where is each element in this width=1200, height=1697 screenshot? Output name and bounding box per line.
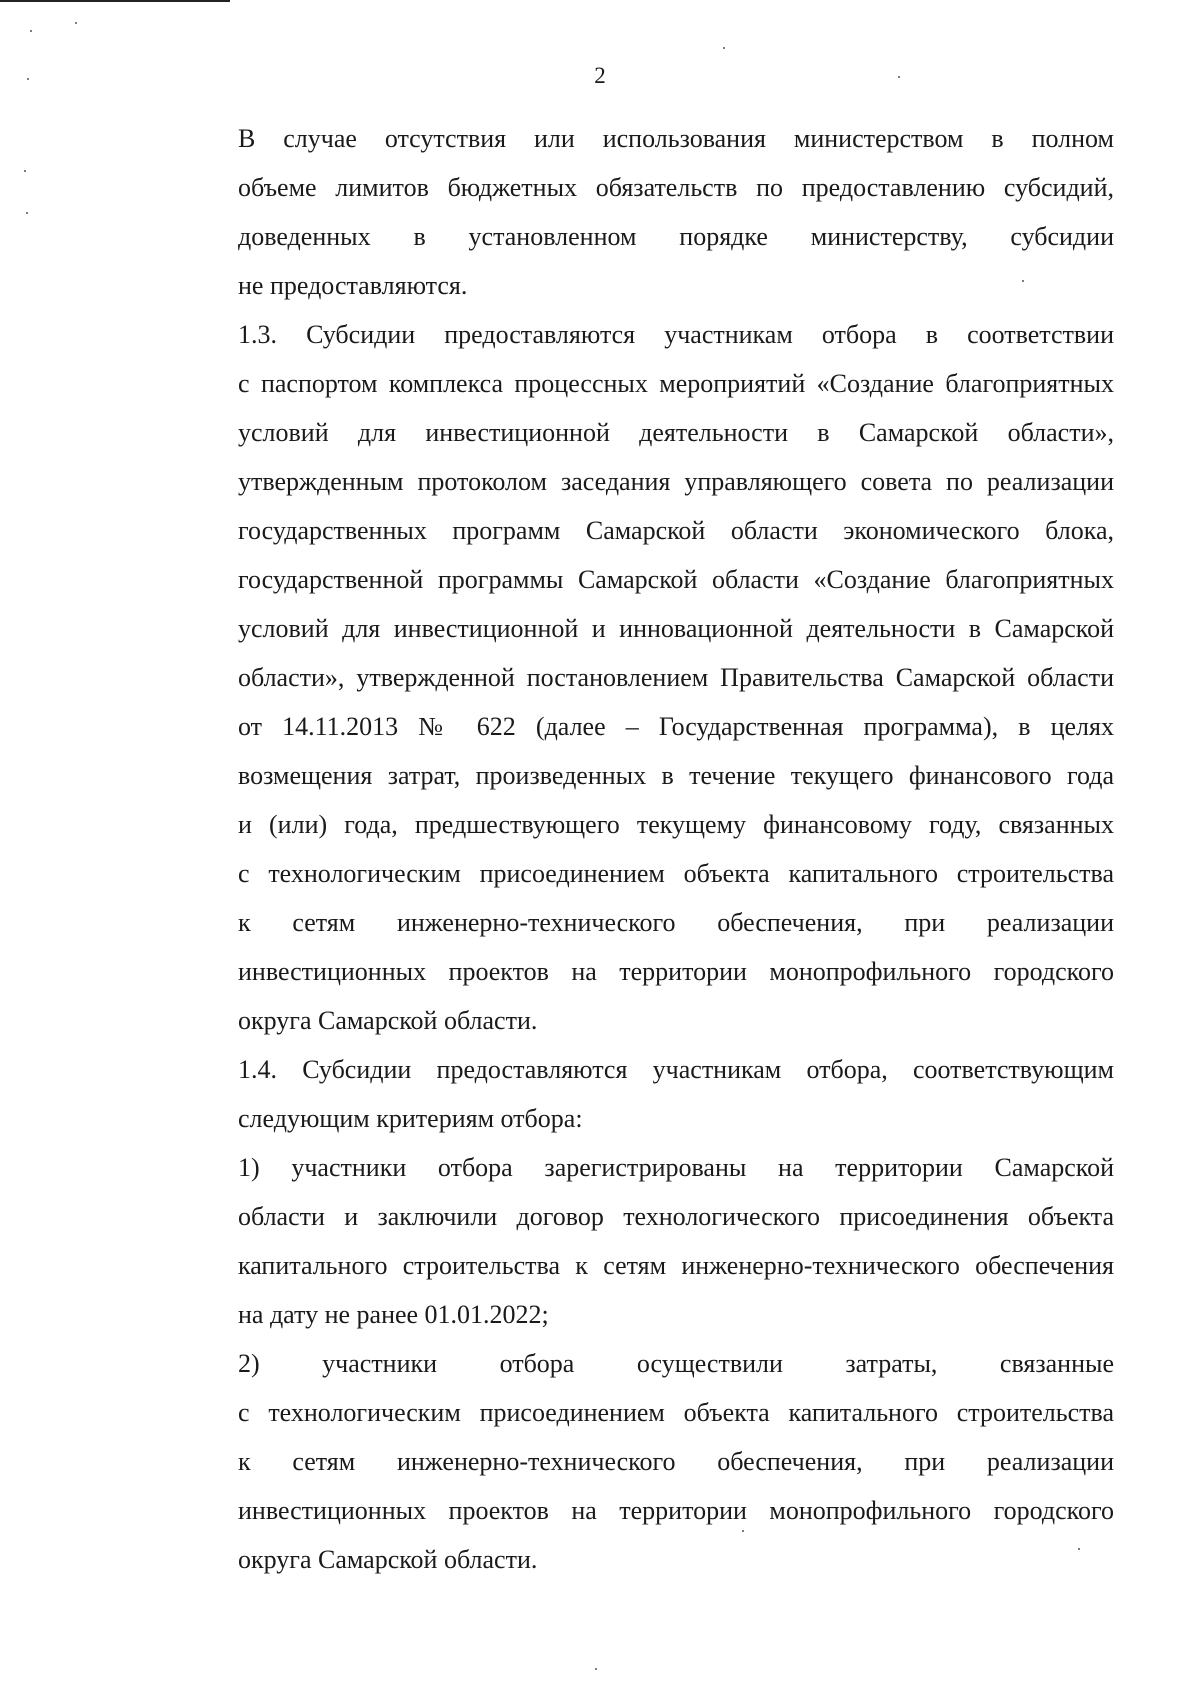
page-number: 2 xyxy=(594,63,606,88)
paragraph-1-3 xyxy=(168,310,1114,1045)
text-line: следующим критериям отбора: xyxy=(238,1104,583,1133)
text-line: 1.3. Субсидии предоставляются участникам отбора в соответствии xyxy=(238,320,1114,349)
scan-speck xyxy=(75,22,77,24)
text-line: к сетям инженерно-технического обеспечения, при реализации xyxy=(238,908,1114,937)
text-line: условий для инвестиционной и инновационной деятельности в Самарской xyxy=(238,614,1114,643)
text-line: от 14.11.2013 № 622 (далее – Государственная программа), в целях xyxy=(238,712,1114,741)
text-line: области и заключили договор технологического присоединения объекта xyxy=(238,1202,1114,1231)
text-line: государственных программ Самарской области экономического блока, xyxy=(238,516,1114,545)
text-line: государственной программы Самарской области «Создание благоприятных xyxy=(238,565,1114,594)
document-body xyxy=(168,114,1114,1584)
text-line: 1) участники отбора зарегистрированы на территории Самарской xyxy=(238,1153,1114,1182)
text-line: доведенных в установленном порядке министерству, субсидии xyxy=(238,222,1114,251)
scan-speck xyxy=(723,47,725,49)
text-line: В случае отсутствия или использования министерством в полном xyxy=(238,124,1114,153)
scan-speck xyxy=(742,1530,744,1532)
paragraph-criterion-1 xyxy=(168,1143,1114,1339)
scan-speck xyxy=(27,78,29,80)
paragraph-criterion-2 xyxy=(168,1339,1114,1584)
text-line: к сетям инженерно-технического обеспечения, при реализации xyxy=(238,1447,1114,1476)
text-line: округа Самарской области. xyxy=(238,1545,538,1574)
text-line: с технологическим присоединением объекта капитального строительства xyxy=(238,1398,1114,1427)
scan-speck xyxy=(1022,280,1024,282)
scan-speck xyxy=(595,1668,597,1670)
paragraph-budget-limits xyxy=(168,114,1114,310)
text-line: инвестиционных проектов на территории монопрофильного городского xyxy=(238,1496,1114,1525)
text-line: на дату не ранее 01.01.2022; xyxy=(238,1300,549,1329)
top-edge-rule xyxy=(0,0,230,2)
text-line: области», утвержденной постановлением Правительства Самарской области xyxy=(238,663,1114,692)
text-line: объеме лимитов бюджетных обязательств по предоставлению субсидий, xyxy=(238,173,1114,202)
scan-speck xyxy=(26,212,28,214)
scan-speck xyxy=(24,170,26,172)
text-line: утвержденным протоколом заседания управляющего совета по реализации xyxy=(238,467,1114,496)
text-line: 2) участники отбора осуществили затраты, связанные xyxy=(238,1349,1114,1378)
text-line: условий для инвестиционной деятельности в Самарской области», xyxy=(238,418,1114,447)
text-line: капитального строительства к сетям инженерно-технического обеспечения xyxy=(238,1251,1114,1280)
scan-speck xyxy=(1078,1548,1080,1550)
text-line: 1.4. Субсидии предоставляются участникам отбора, соответствующим xyxy=(238,1055,1114,1084)
scan-speck xyxy=(898,76,900,78)
scan-speck xyxy=(30,30,32,32)
text-line: и (или) года, предшествующего текущему финансовому году, связанных xyxy=(238,810,1114,839)
text-line: инвестиционных проектов на территории монопрофильного городского xyxy=(238,957,1114,986)
paragraph-1-4 xyxy=(168,1045,1114,1143)
text-line: возмещения затрат, произведенных в течение текущего финансового года xyxy=(238,761,1114,790)
text-line: округа Самарской области. xyxy=(238,1006,538,1035)
text-line: с паспортом комплекса процессных мероприятий «Создание благоприятных xyxy=(238,369,1114,398)
text-line: с технологическим присоединением объекта капитального строительства xyxy=(238,859,1114,888)
text-line: не предоставляются. xyxy=(238,271,468,300)
